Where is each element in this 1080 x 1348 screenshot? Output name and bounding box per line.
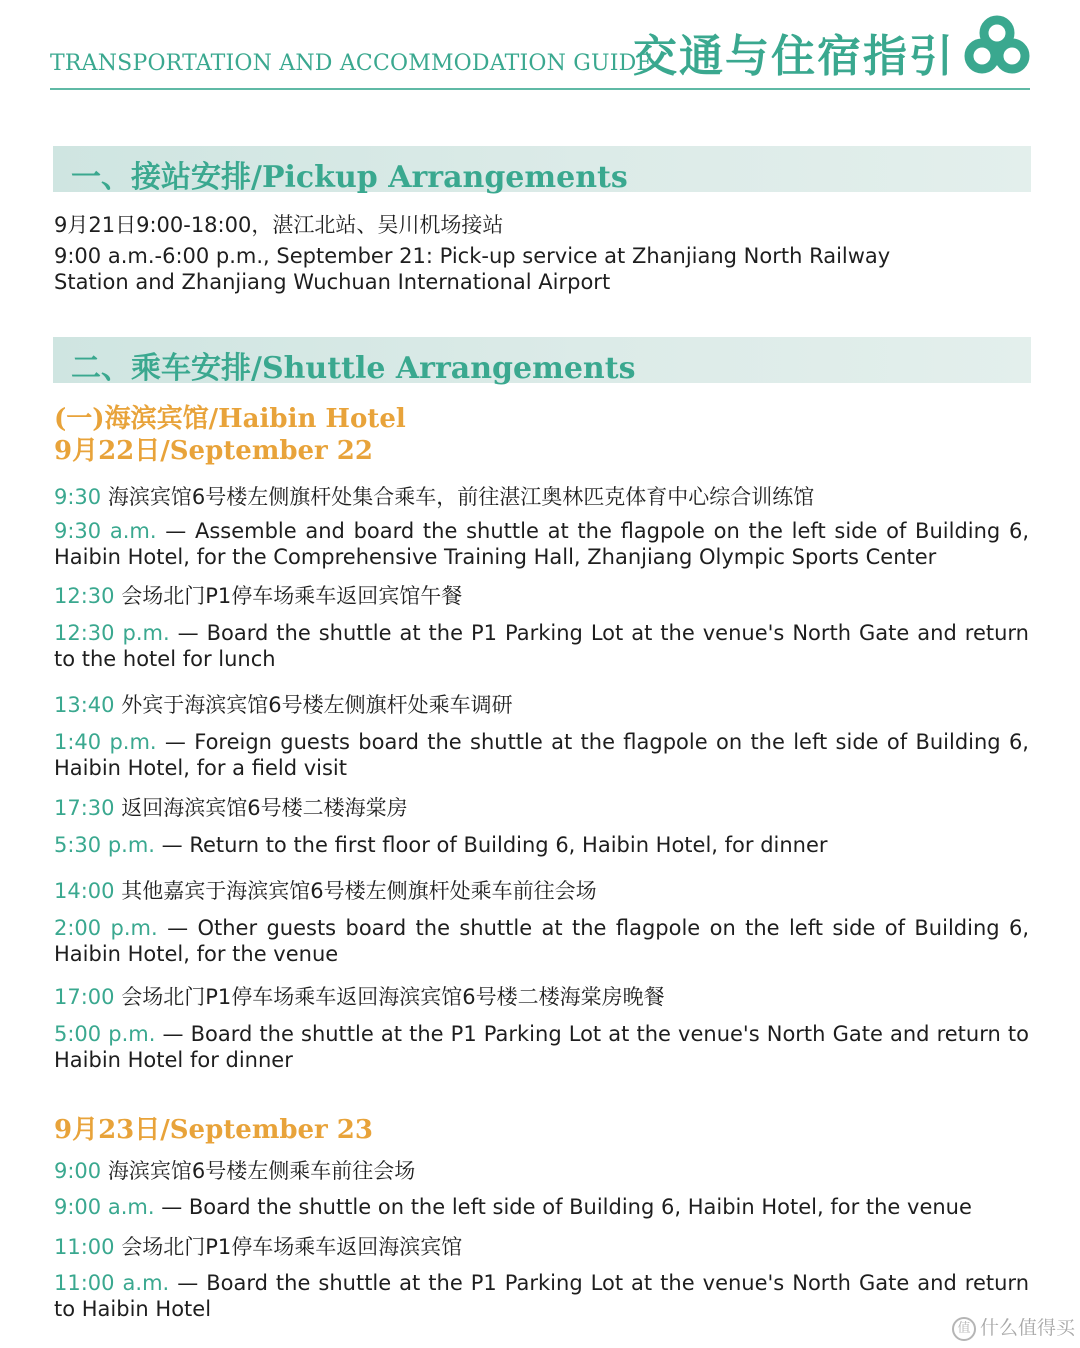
page-header [50, 14, 1030, 90]
time-label: 1:40 p.m. [54, 730, 157, 754]
time-label: 14:00 [54, 879, 115, 903]
schedule-text: — Return to the first floor of Building 6, Haibin Hotel, for dinner [154, 833, 828, 857]
time-label: 13:40 [54, 693, 115, 717]
time-label: 9:30 [54, 485, 102, 509]
schedule-item-en [54, 1270, 1029, 1322]
schedule-text: 会场北门P1停车场乘车返回海滨宾馆6号楼二楼海棠房晚餐 [121, 985, 665, 1009]
schedule-text: — Assemble and board the shuttle at the flagpole on the left side of Building 6, Haibin Hotel, for the Comprehensive Training Hall, Zhanjiang Olympic Sports Center [54, 519, 1029, 569]
shuttle-heading: 二、乘车安排/Shuttle Arrangements [71, 351, 636, 386]
schedule-text: — Board the shuttle at the P1 Parking Lot at the venue's North Gate and return to Haibin Hotel [54, 1271, 1029, 1321]
pickup-line-zh: 9月21日9:00-18:00，湛江北站、吴川机场接站 [54, 213, 504, 237]
schedule-text: 海滨宾馆6号楼左侧乘车前往会场 [107, 1159, 416, 1183]
pickup-heading: 一、接站安排/Pickup Arrangements [71, 160, 628, 195]
pickup-line-en-1: 9:00 a.m.-6:00 p.m., September 21: Pick-up service at Zhanjiang North Railway [54, 244, 891, 268]
time-label: 9:00 [54, 1159, 102, 1183]
time-label: 9:00 a.m. [54, 1195, 155, 1219]
trefoil-logo-icon [964, 14, 1030, 76]
schedule-item-zh [54, 484, 1029, 510]
pickup-line-en-2: Station and Zhanjiang Wuchuan International Airport [54, 270, 611, 294]
schedule-text: — Foreign guests board the shuttle at the flagpole on the left side of Building 6, Haibin Hotel, for a field visit [54, 730, 1029, 780]
schedule-text: — Board the shuttle at the P1 Parking Lot at the venue's North Gate and return to Haibin Hotel for dinner [54, 1022, 1029, 1072]
section-heading-pickup [53, 146, 1031, 195]
schedule-item-zh [54, 984, 1029, 1010]
schedule-text: — Board the shuttle at the P1 Parking Lot at the venue's North Gate and return to the hotel for lunch [54, 621, 1029, 671]
time-label: 11:00 a.m. [54, 1271, 170, 1295]
schedule-text: — Board the shuttle on the left side of Building 6, Haibin Hotel, for the venue [154, 1195, 972, 1219]
schedule-text: — Other guests board the shuttle at the flagpole on the left side of Building 6, Haibin Hotel, for the venue [54, 916, 1029, 966]
watermark-logo-icon: 值 [952, 1317, 976, 1341]
watermark-text: 什么值得买 [980, 1317, 1076, 1339]
time-label: 11:00 [54, 1235, 115, 1259]
schedule-item-zh [54, 1158, 1029, 1184]
schedule-text: 会场北门P1停车场乘车返回宾馆午餐 [121, 584, 463, 608]
schedule-item-zh [54, 583, 1029, 609]
schedule-item-en [54, 729, 1029, 781]
schedule-item-en [54, 915, 1029, 967]
date-heading-sep22: 9月22日/September 22 [54, 436, 373, 466]
schedule-item-en [54, 1021, 1029, 1073]
schedule-item-zh [54, 795, 1029, 821]
schedule-text: 海滨宾馆6号楼左侧旗杆处集合乘车，前往湛江奥林匹克体育中心综合训练馆 [107, 485, 815, 509]
hotel-subheading: (一)海滨宾馆/Haibin Hotel [54, 404, 406, 434]
time-label: 12:30 [54, 584, 115, 608]
schedule-text: 外宾于海滨宾馆6号楼左侧旗杆处乘车调研 [121, 693, 513, 717]
date-heading-sep23: 9月23日/September 23 [54, 1115, 373, 1145]
schedule-item-zh [54, 692, 1029, 718]
schedule-text: 其他嘉宾于海滨宾馆6号楼左侧旗杆处乘车前往会场 [121, 879, 597, 903]
schedule-text: 会场北门P1停车场乘车返回海滨宾馆 [121, 1235, 463, 1259]
time-label: 17:30 [54, 796, 115, 820]
schedule-item-en [54, 832, 1029, 858]
header-title-zh: 交通与住宿指引 [633, 31, 955, 82]
site-watermark [952, 1313, 1075, 1341]
time-label: 2:00 p.m. [54, 916, 158, 940]
header-divider [50, 88, 1030, 90]
time-label: 5:00 p.m. [54, 1022, 156, 1046]
schedule-item-en [54, 518, 1029, 570]
time-label: 12:30 p.m. [54, 621, 170, 645]
section-heading-shuttle [53, 337, 1031, 386]
schedule-item-en [54, 1194, 1029, 1220]
time-label: 9:30 a.m. [54, 519, 157, 543]
schedule-item-en [54, 620, 1029, 672]
time-label: 17:00 [54, 985, 115, 1009]
time-label: 5:30 p.m. [54, 833, 155, 857]
schedule-item-zh [54, 878, 1029, 904]
header-title-en: TRANSPORTATION AND ACCOMMODATION GUIDE [50, 51, 653, 76]
schedule-text: 返回海滨宾馆6号楼二楼海棠房 [121, 796, 408, 820]
schedule-item-zh [54, 1234, 1029, 1260]
